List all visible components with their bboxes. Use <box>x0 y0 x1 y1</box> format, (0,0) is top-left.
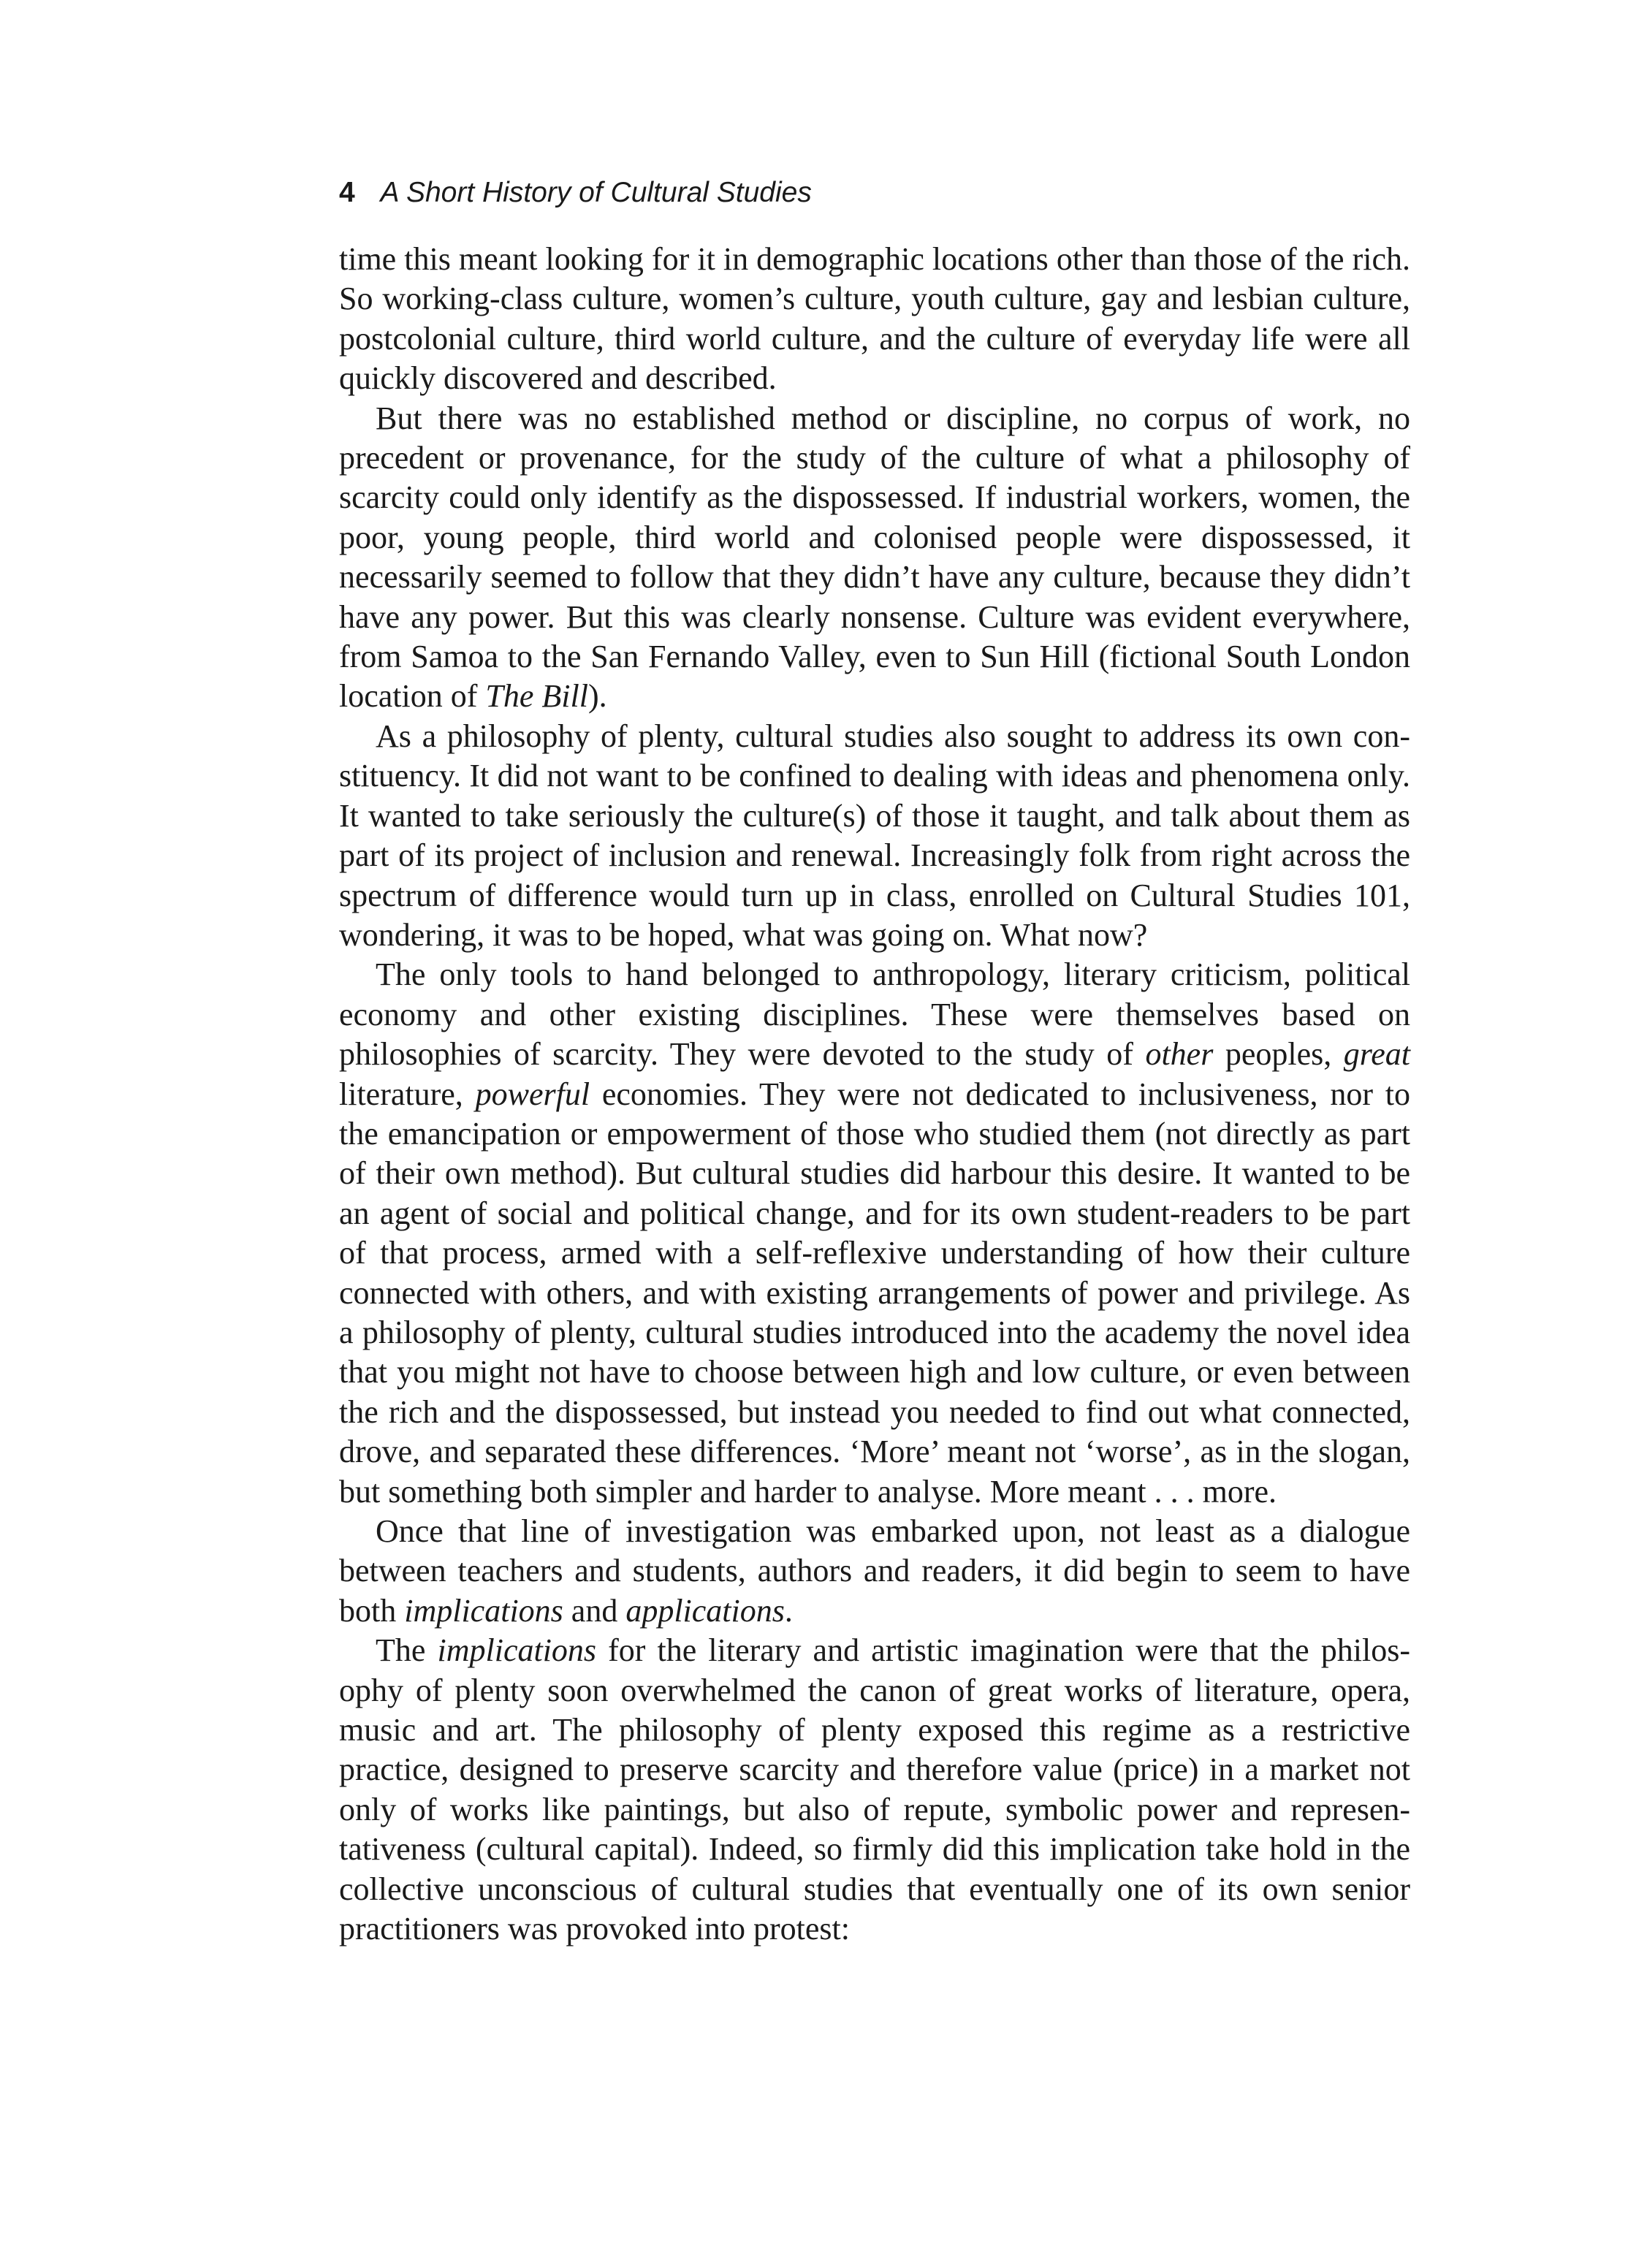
paragraph-4 <box>339 955 1410 1512</box>
paragraph-1 <box>339 240 1410 399</box>
italic-emphasis: implications <box>437 1632 597 1669</box>
text-run: Once that line of investigation was embarked upon, not least as a dialogue between teachers and students, authors and readers, it did begin to seem to have both <box>339 1513 1410 1629</box>
text-run: for the literary and artistic imagination were that the philosophy of plenty soon overwhelmed the canon of great works of literature, opera, music and art. The philosophy of plenty exposed this regime as a restrictive practice, designed to preserve scarcity and therefore value (price) in a market not only of works like paintings, but also of repute, symbolic power and representativeness (cultural capital). Indeed, so firmly did this implication take hold in the collective unconscious of cultural studies that eventually one of its own senior practitioners was provoked into protest: <box>339 1632 1410 1947</box>
italic-title: The Bill <box>485 678 588 715</box>
text-run: As a philosophy of plenty, cultural studies also sought to address its own constituency. It did not want to be confined to dealing with ideas and phenomena only. It wanted to take seriously the culture(s) of those it taught, and talk about them as part of its project of inclusion and renewal. Increasingly folk from right across the spectrum of difference would turn up in class, enrolled on Cultural Studies 101, wondering, it was to be hoped, what was going on. What now? <box>339 718 1410 953</box>
text-run: The <box>376 1632 438 1669</box>
paragraph-2 <box>339 399 1410 717</box>
italic-emphasis: powerful <box>475 1076 590 1112</box>
italic-emphasis: implications <box>404 1592 563 1629</box>
text-run: economies. They were not dedicated to inclusiveness, nor to the emancipation or empowerment of those who studied them (not directly as part of their own method). But cultural studies did harbour this desire. It wanted to be an agent of social and political change, and for its own student-readers to be part of that process, armed with a self-reflexive understanding of how their culture connected with others, and with existing arrangements of power and privilege. As a philosophy of plenty, cultural studies introduced into the academy the novel idea that you might not have to choose between high and low culture, or even between the rich and the dispossessed, but instead you needed to find out what connected, drove, and separated these differences. ‘More’ meant not ‘worse’, as in the slogan, but something both simpler and harder to analyse. More meant . . . more. <box>339 1076 1410 1510</box>
italic-emphasis: other <box>1145 1036 1214 1073</box>
text-run: time this meant looking for it in demographic locations other than those of the rich. So working-class culture, women’s culture, youth culture, gay and lesbian culture, postcolonial culture, third world culture, and the culture of everyday life were all quickly discovered and described. <box>339 241 1410 397</box>
book-title: A Short History of Cultural Studies <box>380 177 812 208</box>
italic-emphasis: great <box>1343 1036 1411 1073</box>
paragraph-5 <box>339 1512 1410 1631</box>
text-run: peoples, <box>1213 1036 1344 1073</box>
page-number: 4 <box>339 177 355 208</box>
paragraph-3 <box>339 717 1410 955</box>
text-run: The only tools to hand belonged to anthropology, literary criticism, political economy and other existing disciplines. These were themselves based on philosophies of scarcity. They were devoted to the study of <box>339 956 1410 1073</box>
text-run: literature, <box>339 1076 476 1112</box>
running-head <box>339 172 1410 213</box>
paragraph-6 <box>339 1631 1410 1949</box>
text-run: ). <box>587 678 607 715</box>
text-run: . <box>784 1592 793 1629</box>
book-page <box>339 172 1410 1949</box>
text-run: But there was no established method or discipline, no corpus of work, no precedent or provenance, for the study of the culture of what a philosophy of scarcity could only identify as the dispossessed. If industrial workers, women, the poor, young people, third world and colonised people were dispossessed, it necessarily seemed to follow that they didn’t have any culture, because they didn’t have any power. But this was clearly nonsense. Culture was evident everywhere, from Samoa to the San Fernando Valley, even to Sun Hill (fictional South London location of <box>339 400 1410 715</box>
italic-emphasis: applications <box>625 1592 785 1629</box>
body-text <box>339 240 1410 1949</box>
text-run: and <box>563 1592 626 1629</box>
